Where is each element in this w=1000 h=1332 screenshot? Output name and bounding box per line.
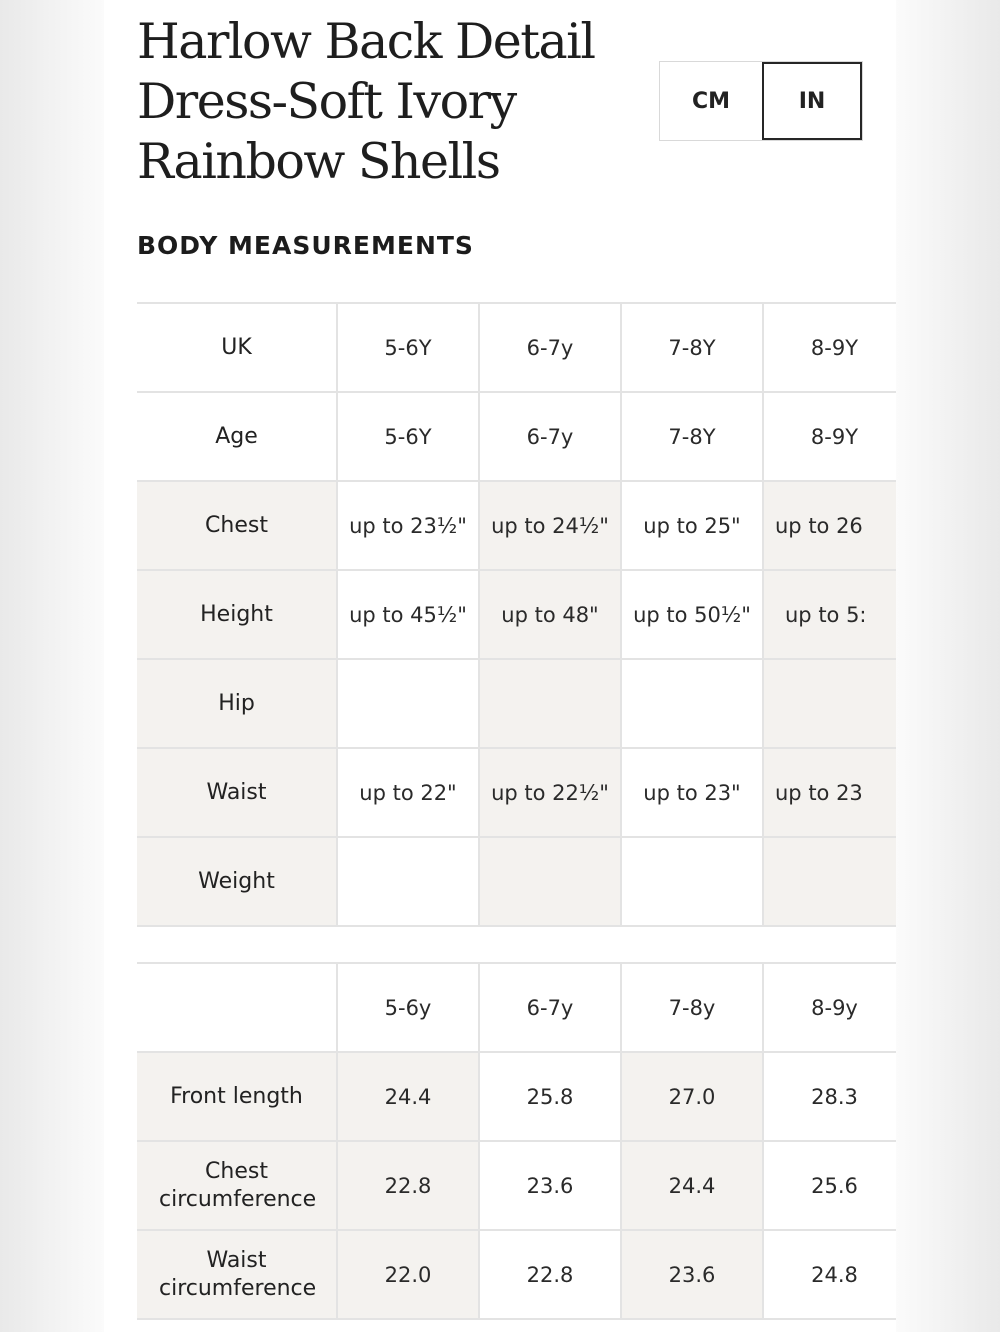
unit-toggle <box>659 61 863 141</box>
table-cell: 27.0 <box>621 1052 763 1141</box>
table-cell: 8-9Y <box>763 392 896 481</box>
table-cell <box>621 837 763 926</box>
unit-cm-button[interactable]: CM <box>660 62 762 140</box>
table-cell: 5-6Y <box>337 303 479 392</box>
table-cell: 5-6Y <box>337 392 479 481</box>
table-cell: 24.4 <box>621 1141 763 1230</box>
row-label-front-length: Front length <box>137 1052 337 1141</box>
left-backdrop <box>0 0 104 1332</box>
table-cell: 25.8 <box>479 1052 621 1141</box>
table-row <box>137 303 896 392</box>
body-measurements-heading: BODY MEASUREMENTS <box>137 231 474 260</box>
table-cell: 6-7y <box>479 303 621 392</box>
row-label-waist-circumference: Waist circumference <box>137 1230 337 1319</box>
row-label-age: Age <box>137 392 337 481</box>
table-cell: 22.8 <box>337 1141 479 1230</box>
size-guide-panel <box>104 0 896 1332</box>
table-cell: 22.8 <box>479 1230 621 1319</box>
table-cell: up to 25" <box>621 481 763 570</box>
table-row <box>137 659 896 748</box>
table-cell <box>337 659 479 748</box>
table-row <box>137 837 896 926</box>
table-cell: 6-7y <box>479 392 621 481</box>
unit-in-button[interactable]: IN <box>762 62 862 140</box>
body-measurements-table <box>137 302 896 927</box>
column-header: 8-9y <box>763 963 896 1052</box>
table-cell: 7-8Y <box>621 392 763 481</box>
table-cell: up to 23½" <box>337 481 479 570</box>
table-cell <box>763 659 896 748</box>
column-header: 5-6y <box>337 963 479 1052</box>
column-header: 7-8y <box>621 963 763 1052</box>
table-row <box>137 1230 896 1319</box>
table-row <box>137 481 896 570</box>
right-backdrop <box>896 0 1000 1332</box>
table-cell: up to 45½" <box>337 570 479 659</box>
table-cell: 8-9Y <box>763 303 896 392</box>
row-label-chest: Chest <box>137 481 337 570</box>
table-header-row <box>137 963 896 1052</box>
table-cell: up to 48" <box>479 570 621 659</box>
row-label-weight: Weight <box>137 837 337 926</box>
table-cell: up to 5: <box>763 570 896 659</box>
table-cell: up to 26 <box>763 481 896 570</box>
row-label-chest-circumference: Chest circumference <box>137 1141 337 1230</box>
garment-measurements-table <box>137 962 896 1320</box>
table-cell <box>479 659 621 748</box>
table-cell <box>337 837 479 926</box>
row-label-waist: Waist <box>137 748 337 837</box>
table-cell: 24.8 <box>763 1230 896 1319</box>
table-cell: 25.6 <box>763 1141 896 1230</box>
table-cell <box>763 837 896 926</box>
table-cell: 7-8Y <box>621 303 763 392</box>
table-row <box>137 1141 896 1230</box>
table-cell: up to 23" <box>621 748 763 837</box>
row-label-uk: UK <box>137 303 337 392</box>
table-cell <box>621 659 763 748</box>
table-cell: 28.3 <box>763 1052 896 1141</box>
table-cell: up to 23 <box>763 748 896 837</box>
table-cell: up to 22½" <box>479 748 621 837</box>
table-row <box>137 748 896 837</box>
table-cell: 23.6 <box>479 1141 621 1230</box>
table-row <box>137 570 896 659</box>
table-cell: up to 24½" <box>479 481 621 570</box>
table-cell: up to 22" <box>337 748 479 837</box>
product-title: Harlow Back Detail Dress-Soft Ivory Rainbow Shells <box>137 13 595 190</box>
corner-cell <box>137 963 337 1052</box>
table-cell: 22.0 <box>337 1230 479 1319</box>
table-row <box>137 1052 896 1141</box>
row-label-height: Height <box>137 570 337 659</box>
column-header: 6-7y <box>479 963 621 1052</box>
table-row <box>137 392 896 481</box>
table-cell: 24.4 <box>337 1052 479 1141</box>
row-label-hip: Hip <box>137 659 337 748</box>
table-cell: 23.6 <box>621 1230 763 1319</box>
table-cell <box>479 837 621 926</box>
table-cell: up to 50½" <box>621 570 763 659</box>
